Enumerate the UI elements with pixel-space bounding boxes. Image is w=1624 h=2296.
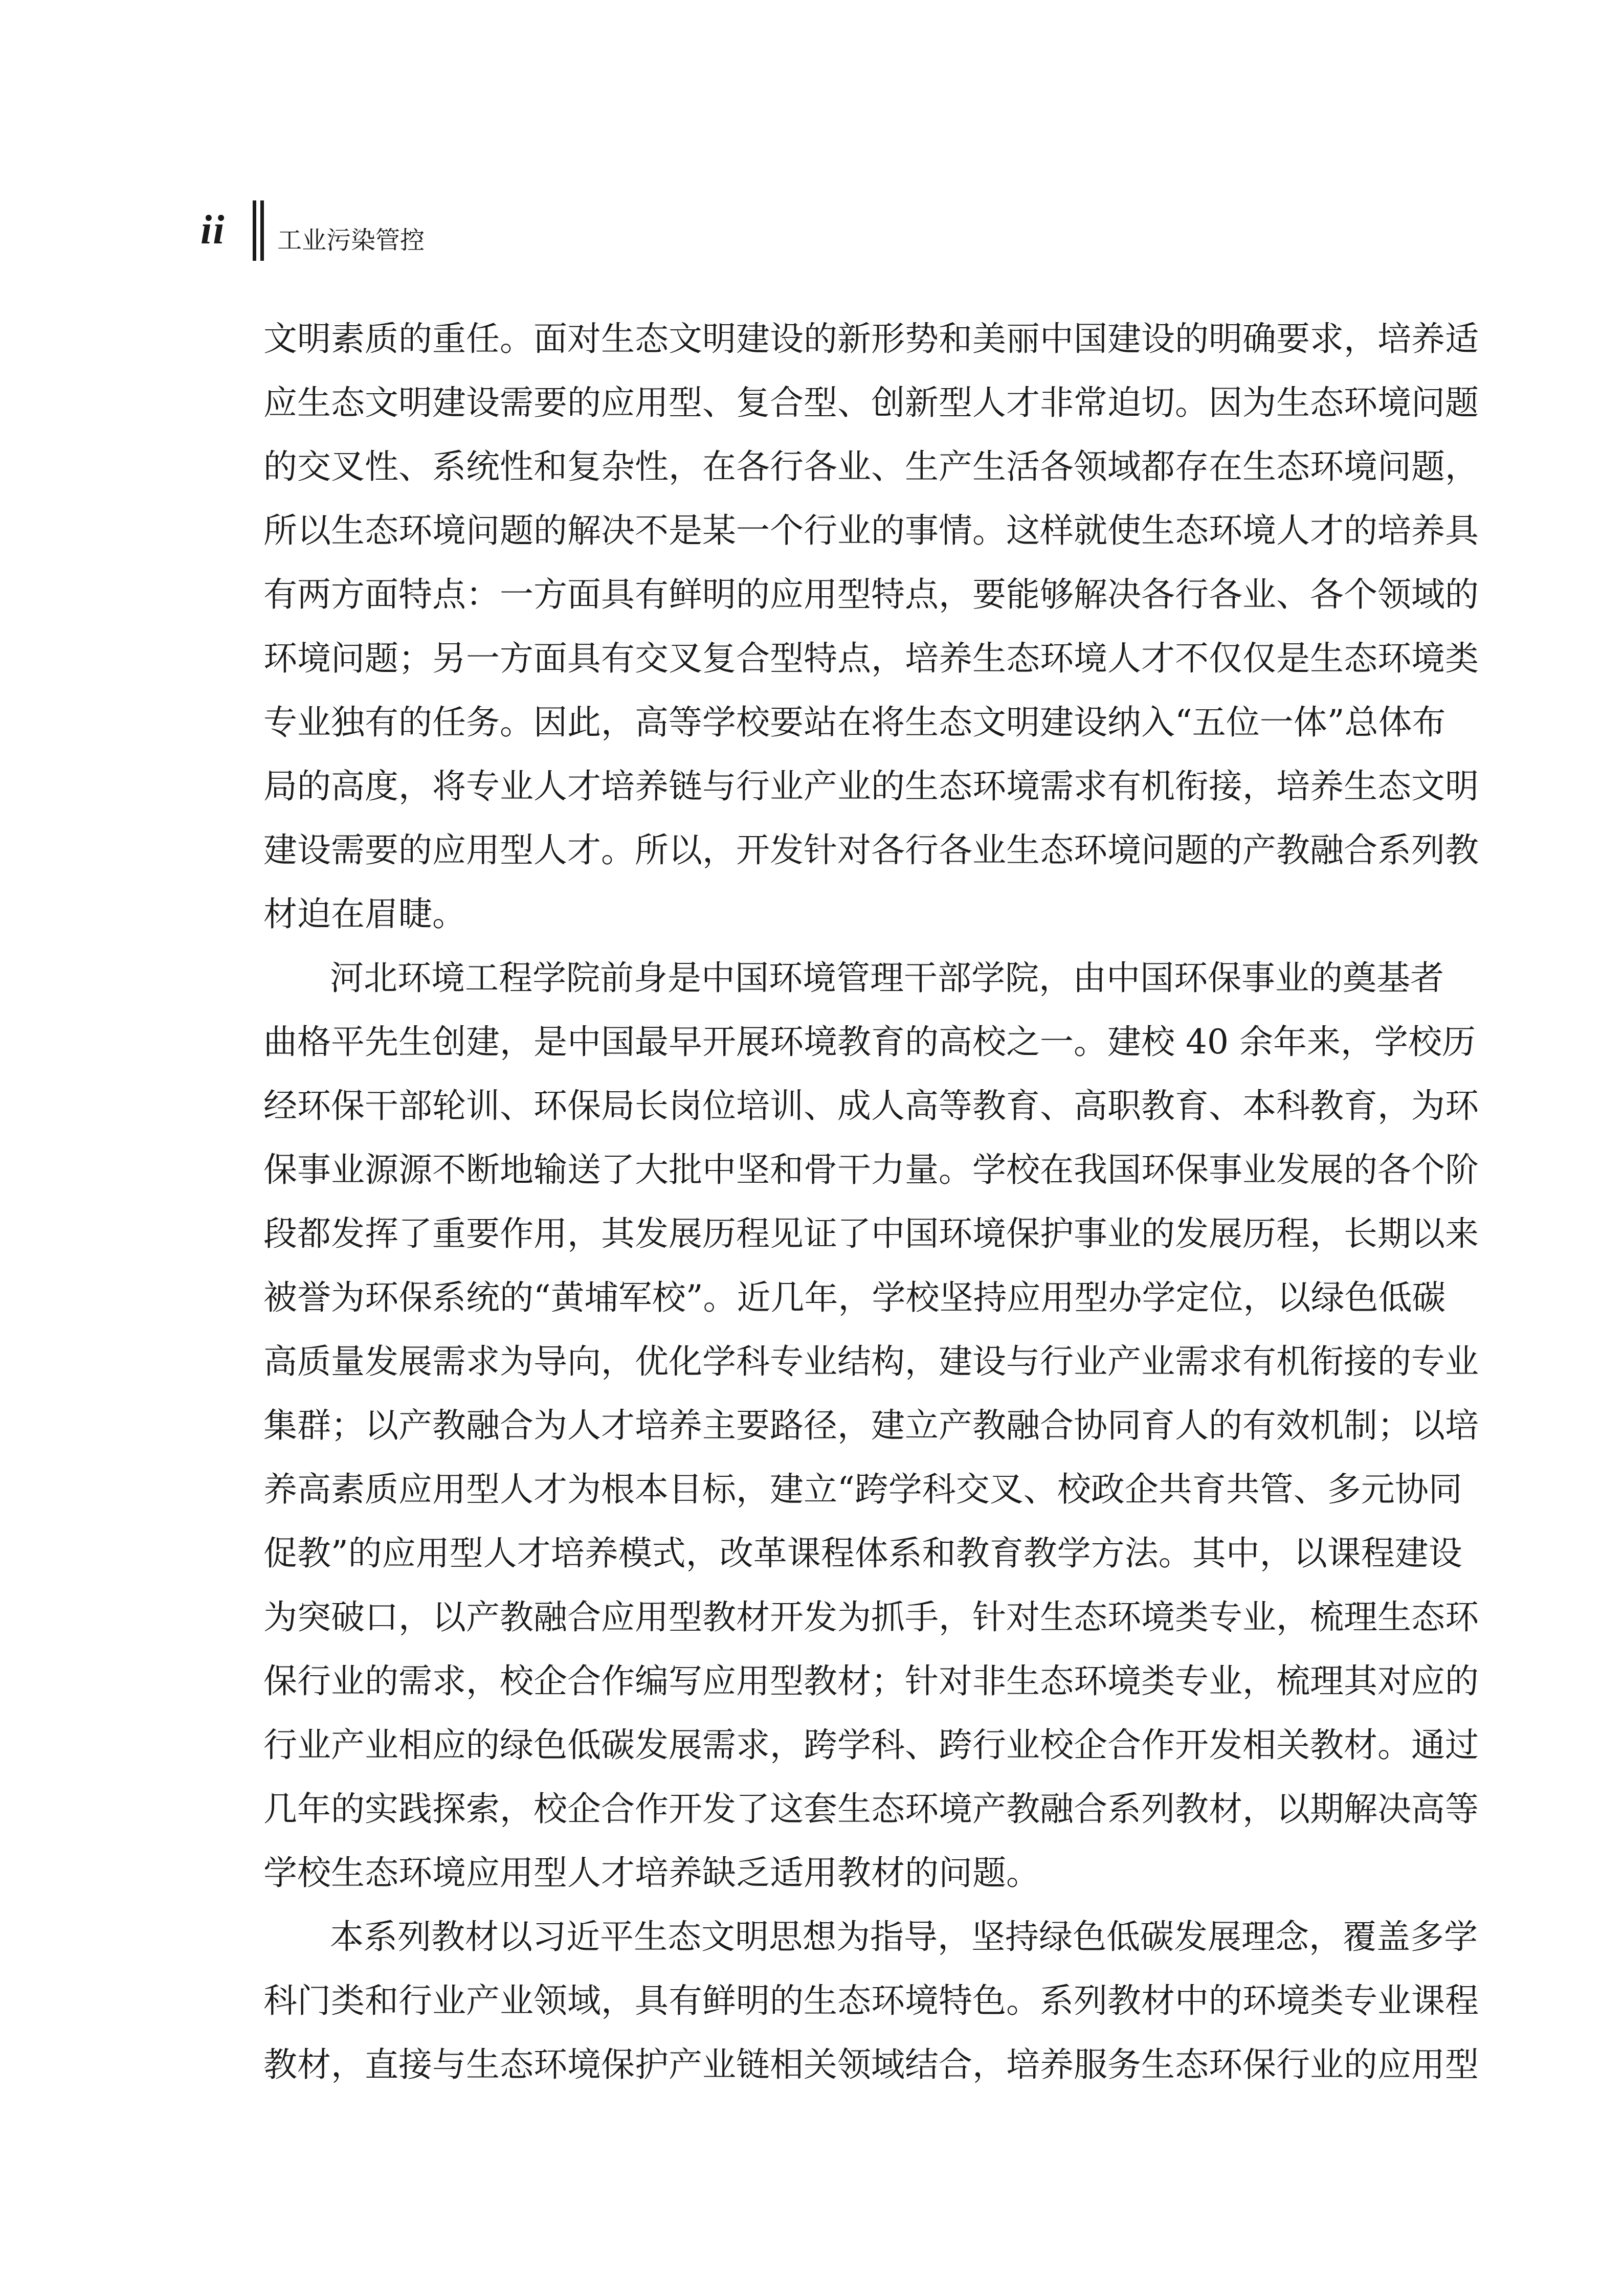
text-line: 被誉为环保系统的“黄埔军校”。近几年，学校坚持应用型办学定位，以绿色低碳	[263, 1278, 1446, 1317]
text-line: 科门类和行业产业领域，具有鲜明的生态环境特色。系列教材中的环境类专业课程	[263, 1981, 1479, 2020]
text-line-paragraph-end: 材迫在眉睫。	[263, 894, 466, 934]
text-line: 集群；以产教融合为人才培养主要路径，建立产教融合协同育人的有效机制；以培	[263, 1406, 1479, 1445]
text-line: 教材，直接与生态环境保护产业链相关领域结合，培养服务生态环保行业的应用型	[263, 2045, 1479, 2084]
body-text	[263, 307, 1479, 2097]
page-number: ii	[201, 208, 226, 253]
text-line: 曲格平先生创建，是中国最早开展环境教育的高校之一。建校 40 余年来，学校历	[263, 1022, 1476, 1062]
text-line-paragraph-end: 学校生态环境应用型人才培养缺乏适用教材的问题。	[263, 1853, 1040, 1893]
text-line: 经环保干部轮训、环保局长岗位培训、成人高等教育、高职教育、本科教育，为环	[263, 1086, 1479, 1126]
header-double-rule-right	[260, 200, 264, 261]
text-line: 促教”的应用型人才培养模式，改革课程体系和教育教学方法。其中，以课程建设	[263, 1534, 1462, 1573]
text-line: 行业产业相应的绿色低碳发展需求，跨学科、跨行业校企合作开发相关教材。通过	[263, 1725, 1479, 1765]
text-line: 建设需要的应用型人才。所以，开发针对各行各业生态环境问题的产教融合系列教	[263, 830, 1479, 870]
text-line: 高质量发展需求为导向，优化学科专业结构，建设与行业产业需求有机衔接的专业	[263, 1342, 1479, 1381]
text-line: 环境问题；另一方面具有交叉复合型特点，培养生态环境人才不仅仅是生态环境类	[263, 639, 1479, 678]
text-line: 所以生态环境问题的解决不是某一个行业的事情。这样就使生态环境人才的培养具	[263, 511, 1479, 550]
text-line-paragraph-start: 本系列教材以习近平生态文明思想为指导，坚持绿色低碳发展理念，覆盖多学	[330, 1917, 1478, 1956]
text-line: 专业独有的任务。因此，高等学校要站在将生态文明建设纳入“五位一体”总体布	[263, 703, 1446, 742]
text-line: 保行业的需求，校企合作编写应用型教材；针对非生态环境类专业，梳理其对应的	[263, 1661, 1479, 1701]
text-line: 几年的实践探索，校企合作开发了这套生态环境产教融合系列教材，以期解决高等	[263, 1789, 1479, 1829]
header-double-rule-left	[253, 200, 256, 261]
text-line: 养高素质应用型人才为根本目标，建立“跨学科交叉、校政企共育共管、多元协同	[263, 1470, 1462, 1509]
text-line: 为突破口，以产教融合应用型教材开发为抓手，针对生态环境类专业，梳理生态环	[263, 1597, 1479, 1637]
text-line-paragraph-start: 河北环境工程学院前身是中国环境管理干部学院，由中国环保事业的奠基者	[330, 958, 1444, 998]
text-line: 段都发挥了重要作用，其发展历程见证了中国环境保护事业的发展历程，长期以来	[263, 1214, 1479, 1253]
running-head-book-title: 工业污染管控	[277, 226, 425, 255]
text-line: 文明素质的重任。面对生态文明建设的新形势和美丽中国建设的明确要求，培养适	[263, 319, 1479, 358]
text-line: 有两方面特点：一方面具有鲜明的应用型特点，要能够解决各行各业、各个领域的	[263, 575, 1479, 614]
text-line: 的交叉性、系统性和复杂性，在各行各业、生产生活各领域都存在生态环境问题，	[263, 447, 1479, 486]
text-line: 局的高度，将专业人才培养链与行业产业的生态环境需求有机衔接，培养生态文明	[263, 767, 1479, 806]
text-line: 应生态文明建设需要的应用型、复合型、创新型人才非常迫切。因为生态环境问题	[263, 383, 1479, 422]
text-line: 保事业源源不断地输送了大批中坚和骨干力量。学校在我国环保事业发展的各个阶	[263, 1150, 1479, 1189]
